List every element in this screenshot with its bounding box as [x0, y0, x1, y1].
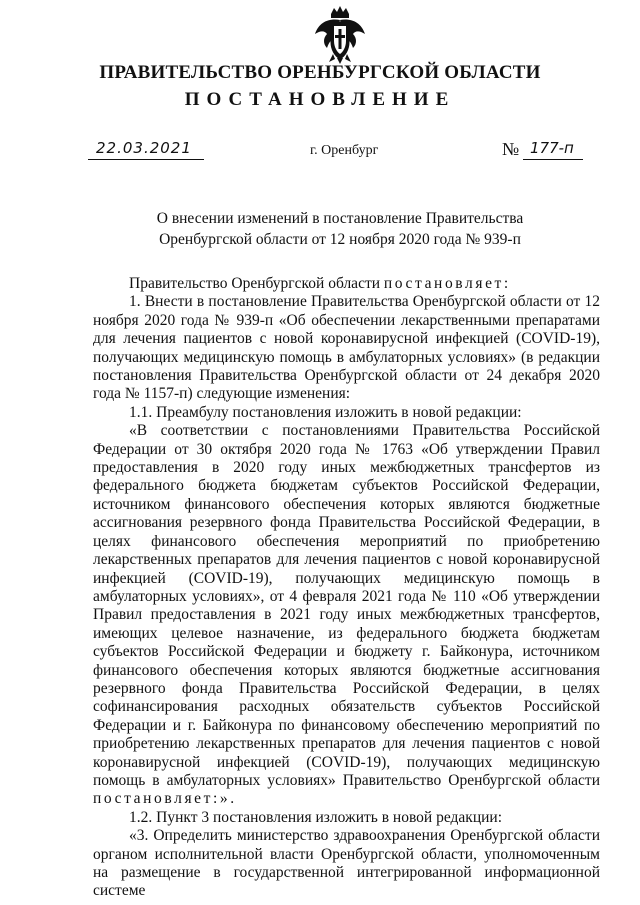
document-type: ПОСТАНОВЛЕНИЕ — [184, 89, 456, 110]
quoted-preamble-text: «В соответствии с постановлениями Правительства Российской Федерации от 30 октября 2020 года № 1763 «Об утверждении Правил предоставления в 2020 году иных межбюджетных трансфертов из федерального бюджета бюджетам субъектов Российской Федерации, источником финансового обеспечения которых являются бюджетные ассигнования резервного фонда Правительства Российской Федерации, в целях финансового обеспечения мероприятий по приобретению лекарственных препаратов для лечения пациентов с новой коронавирусной инфекцией (COVID-19), получающих медицинскую помощь в амбулаторных условиях», от 4 февраля 2021 года № 110 «Об утверждении Правил предоставления в 2021 году иных межбюджетных трансфертов, имеющих целевое назначение, из федерального бюджета бюджетам субъектов Российской Федерации и бюджету г. Байконура, источником финансового обеспечения которых являются бюджетные ассигнования резервного фонда Правительства Российской Федерации, в целях софинансирования расходных обязательств субъектов Российской Федерации и г. Байконура по финансовому обеспечению мероприятий по приобретению лекарственных препаратов для лечения пациентов с новой коронавирусной инфекцией (COVID-19), получающих медицинскую помощь в амбулаторных условиях» Правительство Оренбургской области — [93, 422, 600, 789]
intro-lead: Правительство Оренбургской области — [129, 275, 381, 292]
intro-paragraph — [93, 275, 600, 293]
paragraph-1-2: 1.2. Пункт 3 постановления изложить в новой редакции: — [129, 808, 503, 826]
quoted-decree-word: постановляет:». — [93, 790, 237, 808]
document-body — [93, 275, 600, 901]
subject-line: О внесении изменений в постановление Правительства — [156, 210, 524, 227]
quoted-preamble — [93, 422, 600, 809]
paragraph-1: 1. Внести в постановление Правительства Оренбургской области от 12 ноября 2020 года № 939-п «Об обеспечении лекарственными препаратами для лечения пациентов с новой коронавирусной инфекцией (COVID-19), получающих медицинскую помощь в амбулаторных условиях» (в редакции постановления Правительства Оренбургской области от 24 декабря 2020 года № 1157-п) следующие изменения: — [93, 293, 600, 403]
subject-line: Оренбургской области от 12 ноября 2020 года № 939-п — [159, 231, 521, 248]
paragraph-1-1: 1.1. Преамбулу постановления изложить в новой редакции: — [129, 403, 522, 421]
coat-of-arms-icon — [311, 4, 369, 64]
document-subject — [140, 208, 540, 250]
government-title: ПРАВИТЕЛЬСТВО ОРЕНБУРГСКОЙ ОБЛАСТИ — [99, 62, 541, 83]
document-number: 177-п — [530, 139, 574, 157]
document-city: г. Оренбург — [310, 143, 379, 158]
intro-decree-word: постановляет: — [383, 275, 511, 292]
paragraph-3-quote: «3. Определить министерство здравоохранения Оренбургской области органом исполнительной власти Оренбургской области, уполномоченным на размещение в государственной интегрированной информационной системе — [93, 827, 600, 900]
document-date: 22.03.2021 — [96, 139, 192, 157]
number-sign: № — [502, 139, 520, 159]
